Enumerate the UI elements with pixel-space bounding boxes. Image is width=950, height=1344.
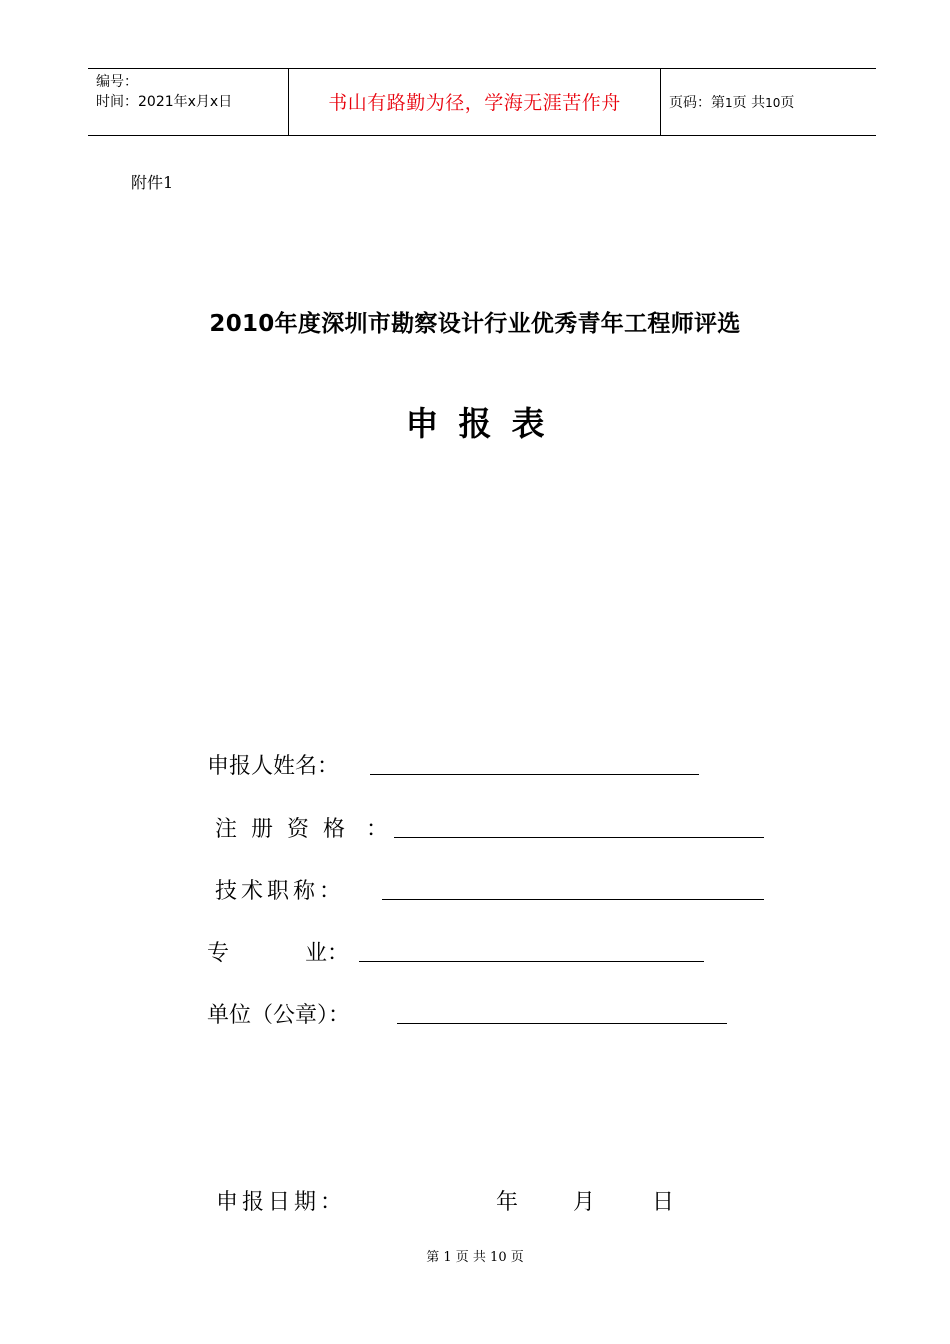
applicant-name-field[interactable] xyxy=(370,774,699,775)
header-table xyxy=(88,68,876,136)
page-footer: 第 1 页 共 10 页 xyxy=(426,1250,524,1265)
applicant-name-label: 申报人姓名： xyxy=(207,754,340,779)
page-total: 10 xyxy=(765,96,781,110)
page-end: 页 xyxy=(780,95,795,111)
registration-colon: ： xyxy=(366,817,389,842)
technical-title-label: 技术职称： xyxy=(215,879,346,904)
date-month: 月 xyxy=(573,1190,596,1215)
form-title: 申报表 xyxy=(405,404,565,443)
page-title: 2010年度深圳市勘察设计行业优秀青年工程师评选 xyxy=(209,311,741,337)
date-day: 日 xyxy=(652,1190,675,1215)
major-label-a: 专 xyxy=(207,941,230,966)
page-current: 1 xyxy=(725,96,733,110)
major-label-b: 业： xyxy=(305,941,350,966)
registration-field[interactable] xyxy=(394,837,764,838)
time-label: 时间：2021年x月x日 xyxy=(96,94,233,110)
page-mid: 页 共 xyxy=(732,95,766,111)
attachment-label: 附件1 xyxy=(131,173,174,192)
technical-title-field[interactable] xyxy=(382,899,764,900)
number-label: 编号： xyxy=(96,74,138,90)
date-year: 年 xyxy=(496,1190,519,1215)
header-motto: 书山有路勤为径，学海无涯苦作舟 xyxy=(288,69,661,135)
registration-label: 注册资格 xyxy=(215,817,360,842)
date-label: 申报日期： xyxy=(216,1190,347,1215)
unit-field[interactable] xyxy=(397,1023,727,1024)
unit-label: 单位（公章）： xyxy=(207,1003,351,1028)
major-field[interactable] xyxy=(359,961,704,962)
page-label: 页码：第 xyxy=(669,95,725,111)
header-page-cell xyxy=(661,69,876,135)
header-meta-cell xyxy=(88,69,288,135)
